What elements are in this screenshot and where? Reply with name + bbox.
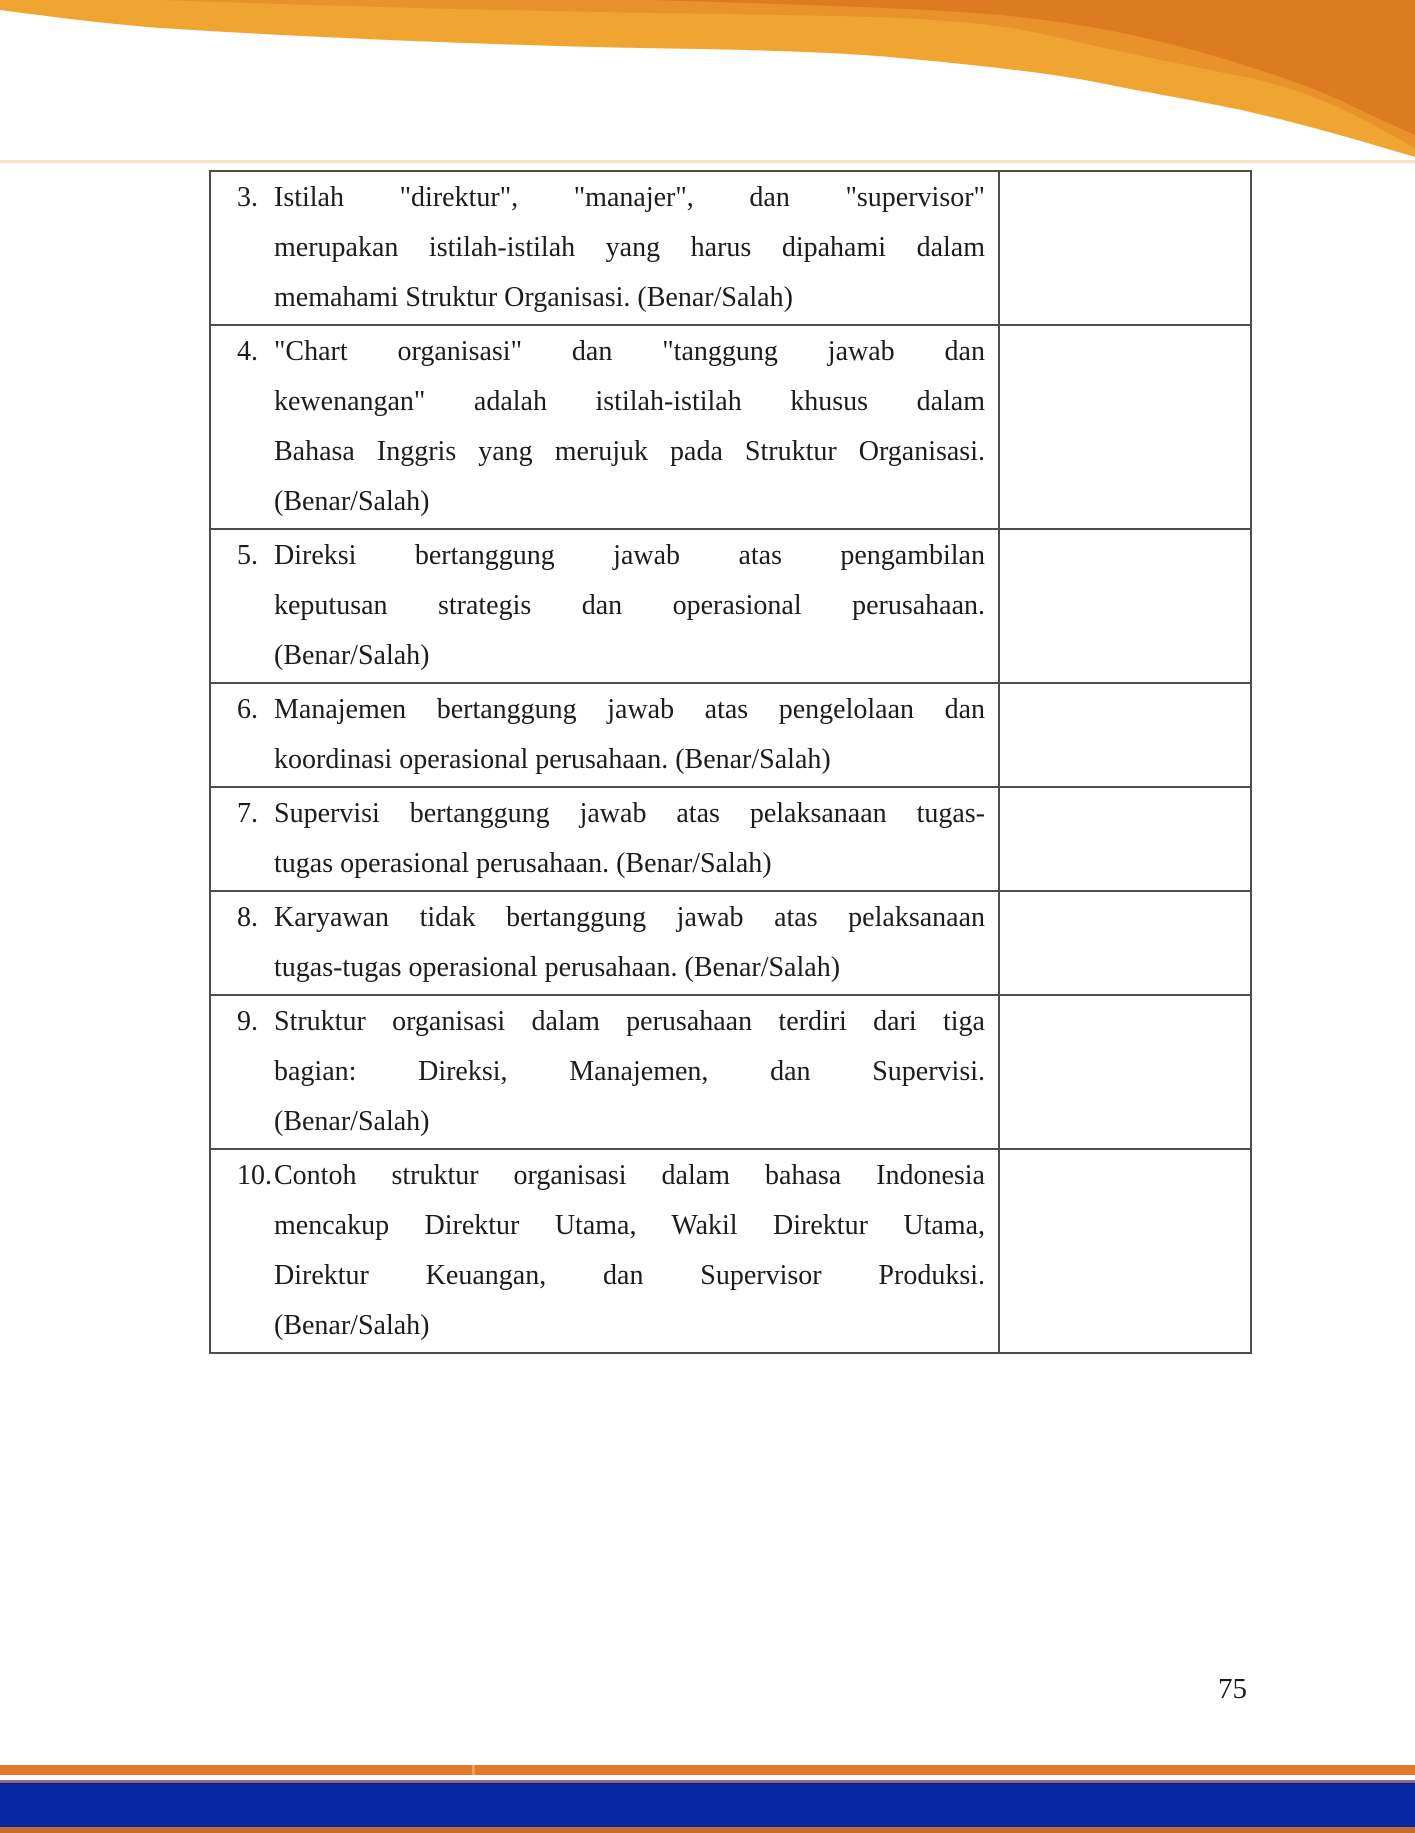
quiz-table (209, 170, 1252, 1354)
item-text-line: Direktur Keuangan, dan Supervisor Produksi. (274, 1260, 985, 1291)
table-row (210, 1149, 1251, 1353)
answer-cell (999, 171, 1251, 325)
answer-cell (999, 325, 1251, 529)
answer-cell (999, 683, 1251, 787)
question-cell (210, 787, 999, 891)
item-number: 8. (237, 902, 258, 933)
item-text-line: bagian: Direksi, Manajemen, dan Supervisi. (274, 1056, 985, 1087)
item-text-line: Contoh struktur organisasi dalam bahasa Indonesia (274, 1160, 985, 1191)
footer-bottom-strip (0, 1827, 1415, 1833)
answer-cell (999, 529, 1251, 683)
item-text-line: Struktur organisasi dalam perusahaan terdiri dari tiga (274, 1006, 985, 1037)
item-text (274, 685, 985, 785)
question-cell (210, 995, 999, 1149)
question-cell (210, 529, 999, 683)
item-text-line: Istilah "direktur", "manajer", dan "supervisor" (274, 182, 985, 213)
item-text-line: keputusan strategis dan operasional perusahaan. (274, 590, 985, 621)
question-cell (210, 325, 999, 529)
item-number: 5. (237, 540, 258, 571)
item-text-line: Supervisi bertanggung jawab atas pelaksanaan tugas- (274, 798, 985, 829)
answer-cell (999, 891, 1251, 995)
item-text (274, 1151, 985, 1351)
item-text (274, 789, 985, 889)
table-row (210, 787, 1251, 891)
question-cell (210, 683, 999, 787)
item-text (274, 173, 985, 323)
question-cell (210, 891, 999, 995)
question-cell (210, 1149, 999, 1353)
footer-orange-bar-divider (472, 1765, 475, 1775)
item-text-line: (Benar/Salah) (274, 640, 430, 671)
item-number: 10. (237, 1160, 272, 1191)
item-text-line: Manajemen bertanggung jawab atas pengelolaan dan (274, 694, 985, 725)
item-number: 3. (237, 182, 258, 213)
table-row (210, 683, 1251, 787)
table-row (210, 529, 1251, 683)
item-text-line: merupakan istilah-istilah yang harus dipahami dalam (274, 232, 985, 263)
item-number: 4. (237, 336, 258, 367)
item-text-line: tugas-tugas operasional perusahaan. (Benar/Salah) (274, 952, 841, 983)
item-text (274, 531, 985, 681)
item-text-line: Bahasa Inggris yang merujuk pada Struktur Organisasi. (274, 436, 985, 467)
table-row (210, 891, 1251, 995)
table-row (210, 325, 1251, 529)
table-row (210, 995, 1251, 1149)
item-text-line: Direksi bertanggung jawab atas pengambilan (274, 540, 985, 571)
header-rule-line (0, 160, 1415, 163)
page-number: 75 (1218, 1673, 1247, 1705)
table-row (210, 171, 1251, 325)
item-text-line: Karyawan tidak bertanggung jawab atas pelaksanaan (274, 902, 985, 933)
item-text (274, 893, 985, 993)
item-number: 6. (237, 694, 258, 725)
item-text-line: kewenangan" adalah istilah-istilah khusus dalam (274, 386, 985, 417)
footer-blue-bar (0, 1783, 1415, 1827)
footer-orange-bar (0, 1765, 1415, 1775)
answer-cell (999, 1149, 1251, 1353)
item-text-line: tugas operasional perusahaan. (Benar/Salah) (274, 848, 772, 879)
item-text (274, 327, 985, 527)
item-text-line: memahami Struktur Organisasi. (Benar/Salah) (274, 282, 793, 313)
item-text-line: koordinasi operasional perusahaan. (Benar/Salah) (274, 744, 831, 775)
header-decoration (0, 0, 1415, 166)
item-number: 7. (237, 798, 258, 829)
question-cell (210, 171, 999, 325)
item-text (274, 997, 985, 1147)
answer-cell (999, 787, 1251, 891)
item-text-line: (Benar/Salah) (274, 1310, 430, 1341)
item-text-line: mencakup Direktur Utama, Wakil Direktur Utama, (274, 1210, 985, 1241)
answer-cell (999, 995, 1251, 1149)
item-text-line: (Benar/Salah) (274, 486, 430, 517)
item-text-line: (Benar/Salah) (274, 1106, 430, 1137)
item-number: 9. (237, 1006, 258, 1037)
header-wave-svg (0, 0, 1415, 166)
item-text-line: "Chart organisasi" dan "tanggung jawab dan (274, 336, 985, 367)
